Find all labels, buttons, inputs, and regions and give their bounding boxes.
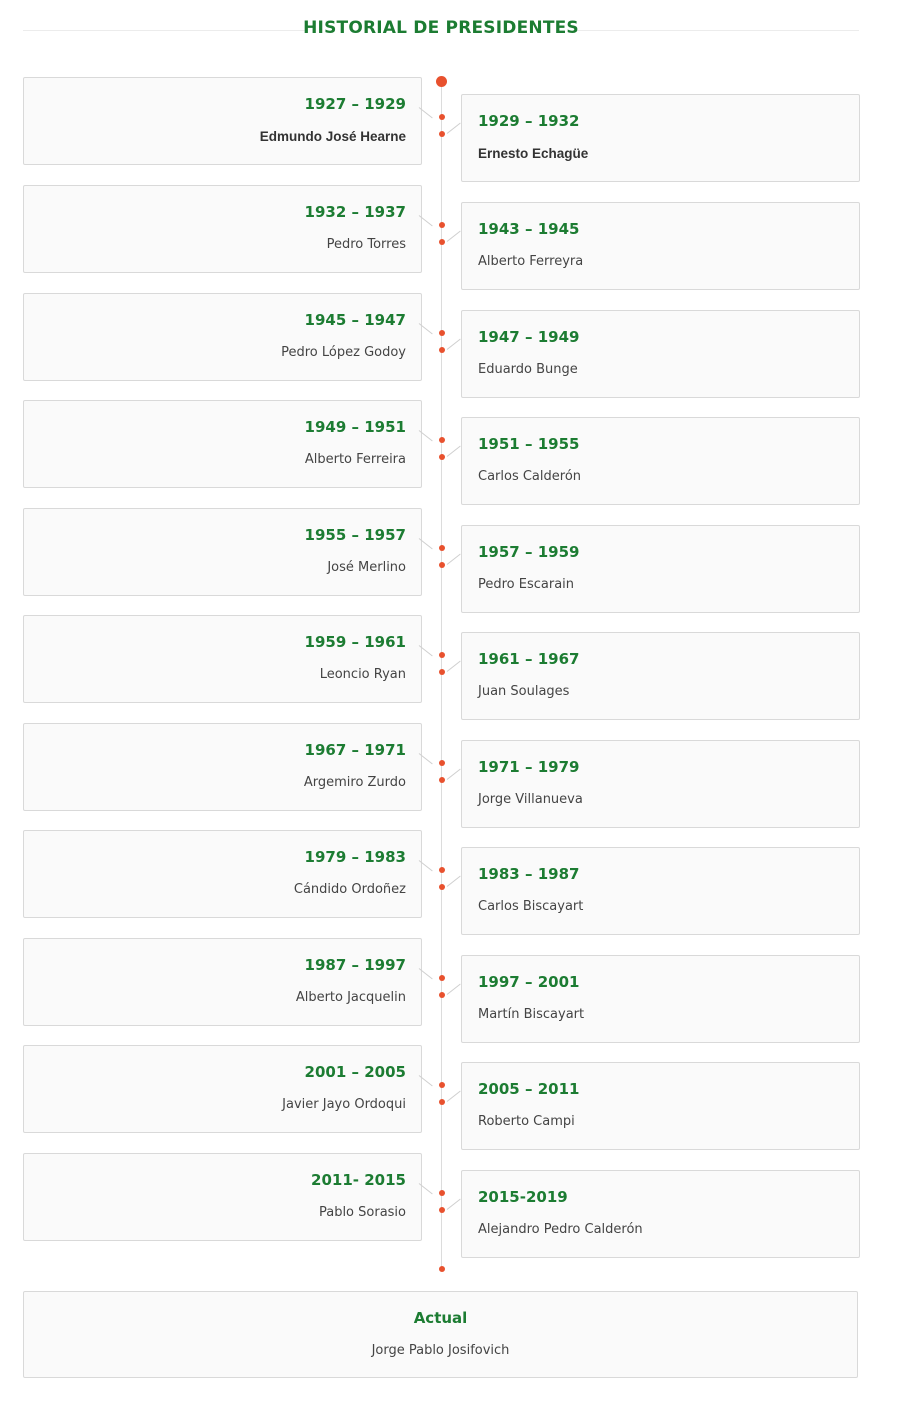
term-years: 1967 – 1971 bbox=[304, 741, 406, 759]
president-name: Alberto Jacquelin bbox=[295, 990, 406, 1005]
timeline-dot bbox=[439, 562, 445, 568]
timeline-dot bbox=[439, 1190, 445, 1196]
president-name: Alberto Ferreira bbox=[304, 452, 406, 467]
president-card bbox=[461, 94, 860, 182]
timeline-dot bbox=[439, 652, 445, 658]
timeline-dot bbox=[439, 884, 445, 890]
president-card bbox=[23, 293, 422, 381]
timeline-dot bbox=[439, 867, 445, 873]
president-card bbox=[23, 1153, 422, 1241]
president-name: Carlos Biscayart bbox=[478, 899, 584, 914]
president-name: Leoncio Ryan bbox=[319, 667, 406, 682]
president-card bbox=[23, 615, 422, 703]
president-card bbox=[461, 525, 860, 613]
president-name: Cándido Ordoñez bbox=[293, 882, 406, 897]
page-title: HISTORIAL DE PRESIDENTES bbox=[303, 18, 579, 38]
timeline-connector bbox=[447, 339, 461, 350]
president-name: Alejandro Pedro Calderón bbox=[478, 1222, 643, 1237]
term-years: 1951 – 1955 bbox=[478, 435, 580, 453]
term-years: 1997 – 2001 bbox=[478, 973, 580, 991]
term-years: 1927 – 1929 bbox=[304, 95, 406, 113]
president-name: Argemiro Zurdo bbox=[303, 775, 406, 790]
term-years: 1947 – 1949 bbox=[478, 328, 580, 346]
timeline-dot bbox=[439, 1099, 445, 1105]
term-years: 2005 – 2011 bbox=[478, 1080, 580, 1098]
timeline-dot bbox=[439, 992, 445, 998]
timeline-dot bbox=[439, 330, 445, 336]
timeline-connector bbox=[447, 1199, 461, 1210]
president-card bbox=[461, 1062, 860, 1150]
term-years: 1945 – 1947 bbox=[304, 311, 406, 329]
timeline-start-dot bbox=[436, 76, 447, 87]
president-name: Eduardo Bunge bbox=[478, 362, 578, 377]
timeline-dot bbox=[439, 239, 445, 245]
president-name: Martín Biscayart bbox=[478, 1007, 585, 1022]
president-card bbox=[23, 938, 422, 1026]
term-years: 2001 – 2005 bbox=[304, 1063, 406, 1081]
term-years: 2011- 2015 bbox=[311, 1171, 406, 1189]
president-card bbox=[461, 955, 860, 1043]
term-years: 1983 – 1987 bbox=[478, 865, 580, 883]
president-card bbox=[23, 508, 422, 596]
timeline-connector bbox=[447, 123, 461, 134]
timeline-connector bbox=[447, 769, 461, 780]
timeline-connector bbox=[447, 554, 461, 565]
term-years: 1943 – 1945 bbox=[478, 220, 580, 238]
timeline-dot bbox=[439, 454, 445, 460]
term-years: 1979 – 1983 bbox=[304, 848, 406, 866]
term-years: 1932 – 1937 bbox=[304, 203, 406, 221]
timeline-connector bbox=[447, 446, 461, 457]
current-president-card bbox=[23, 1291, 858, 1378]
timeline-dot bbox=[439, 777, 445, 783]
president-card bbox=[23, 723, 422, 811]
timeline-connector bbox=[447, 231, 461, 242]
timeline-dot bbox=[439, 131, 445, 137]
president-name: Edmundo José Hearne bbox=[259, 129, 406, 144]
president-name: Carlos Calderón bbox=[478, 469, 582, 484]
timeline-dot bbox=[439, 347, 445, 353]
president-name: Pedro López Godoy bbox=[281, 345, 406, 360]
president-name: José Merlino bbox=[327, 560, 406, 575]
president-card bbox=[23, 185, 422, 273]
term-years: 1957 – 1959 bbox=[478, 543, 580, 561]
president-card bbox=[461, 740, 860, 828]
timeline-end-dot bbox=[439, 1266, 445, 1272]
timeline-axis bbox=[441, 82, 442, 1270]
president-name: Alberto Ferreyra bbox=[478, 254, 584, 269]
president-card bbox=[461, 417, 860, 505]
timeline-dot bbox=[439, 669, 445, 675]
timeline-connector bbox=[447, 876, 461, 887]
timeline-dot bbox=[439, 760, 445, 766]
timeline-dot bbox=[439, 545, 445, 551]
president-card bbox=[461, 202, 860, 290]
term-years: 1949 – 1951 bbox=[304, 418, 406, 436]
timeline-dot bbox=[439, 975, 445, 981]
president-card bbox=[461, 1170, 860, 1258]
timeline-connector bbox=[447, 1091, 461, 1102]
president-name: Juan Soulages bbox=[478, 684, 570, 699]
timeline-dot bbox=[439, 1207, 445, 1213]
term-years: 1987 – 1997 bbox=[304, 956, 406, 974]
president-card bbox=[23, 830, 422, 918]
president-name: Pablo Sorasio bbox=[318, 1205, 406, 1220]
president-name: Roberto Campi bbox=[478, 1114, 575, 1129]
president-card bbox=[23, 1045, 422, 1133]
timeline-connector bbox=[447, 984, 461, 995]
president-name: Pedro Escarain bbox=[478, 577, 575, 592]
timeline-dot bbox=[439, 114, 445, 120]
timeline-dot bbox=[439, 437, 445, 443]
term-years: 1929 – 1932 bbox=[478, 112, 580, 130]
president-card bbox=[461, 632, 860, 720]
president-name: Ernesto Echagüe bbox=[478, 146, 589, 161]
timeline-connector bbox=[447, 661, 461, 672]
term-years: 1961 – 1967 bbox=[478, 650, 580, 668]
term-years: 2015-2019 bbox=[478, 1188, 568, 1206]
term-years: 1959 – 1961 bbox=[304, 633, 406, 651]
timeline-dot bbox=[439, 222, 445, 228]
president-card bbox=[23, 400, 422, 488]
president-card bbox=[461, 310, 860, 398]
president-name: Pedro Torres bbox=[326, 237, 406, 252]
president-card bbox=[461, 847, 860, 935]
president-name: Javier Jayo Ordoqui bbox=[282, 1097, 406, 1112]
term-years: 1971 – 1979 bbox=[478, 758, 580, 776]
timeline-dot bbox=[439, 1082, 445, 1088]
president-name: Jorge Villanueva bbox=[478, 792, 583, 807]
president-card bbox=[23, 77, 422, 165]
term-years: 1955 – 1957 bbox=[304, 526, 406, 544]
current-label: Actual bbox=[413, 1309, 468, 1327]
current-president-name: Jorge Pablo Josifovich bbox=[371, 1343, 510, 1358]
